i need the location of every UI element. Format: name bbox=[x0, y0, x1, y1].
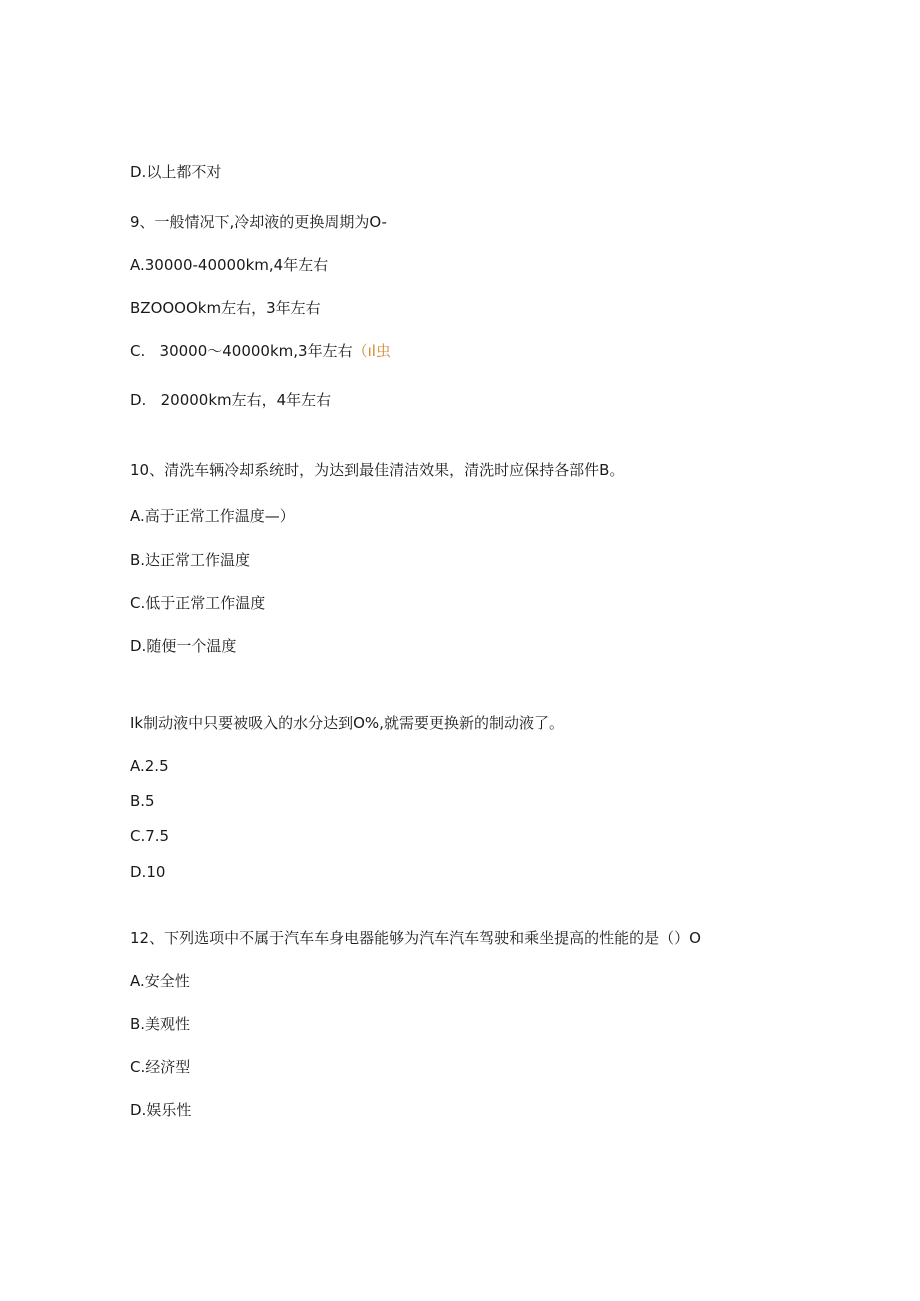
q11-question: Ik制动液中只要被吸入的水分达到O%,就需要更换新的制动液了。 bbox=[130, 714, 564, 732]
q11-option-d: D.10 bbox=[130, 863, 166, 881]
q9-option-d: D. 20000km左右，4年左右 bbox=[130, 391, 332, 409]
q10-option-d: D.随便一个温度 bbox=[130, 637, 237, 655]
q10-option-a: A.高于正常工作温度—） bbox=[130, 507, 295, 525]
q11-option-a: A.2.5 bbox=[130, 757, 169, 775]
q9-option-b: BZOOOOkm左右，3年左右 bbox=[130, 299, 321, 317]
q11-option-b: B.5 bbox=[130, 792, 155, 810]
q9-option-c-text: C. 30000～40000km,3年左右 bbox=[130, 342, 353, 360]
q9-question: 9、一般情况下,冷却液的更换周期为O- bbox=[130, 213, 387, 231]
q12-option-a: A.安全性 bbox=[130, 972, 190, 990]
q8-option-d: D.以上都不对 bbox=[130, 163, 222, 181]
handwritten-annotation: （ıl虫 bbox=[352, 342, 391, 360]
q12-option-c: C.经济型 bbox=[130, 1058, 191, 1076]
q11-option-c: C.7.5 bbox=[130, 827, 170, 845]
q9-option-a: A.30000-40000km,4年左右 bbox=[130, 256, 329, 274]
q12-option-b: B.美观性 bbox=[130, 1015, 191, 1033]
q9-option-c bbox=[130, 341, 391, 361]
q12-question: 12、下列选项中不属于汽车车身电器能够为汽车汽车驾驶和乘坐提高的性能的是（）O bbox=[130, 929, 701, 947]
q10-option-c: C.低于正常工作温度 bbox=[130, 594, 266, 612]
q10-option-b: B.达正常工作温度 bbox=[130, 551, 251, 569]
q10-question: 10、清洗车辆冷却系统时，为达到最佳清洁效果，清洗时应保持各部件B。 bbox=[130, 461, 625, 479]
q12-option-d: D.娱乐性 bbox=[130, 1101, 192, 1119]
